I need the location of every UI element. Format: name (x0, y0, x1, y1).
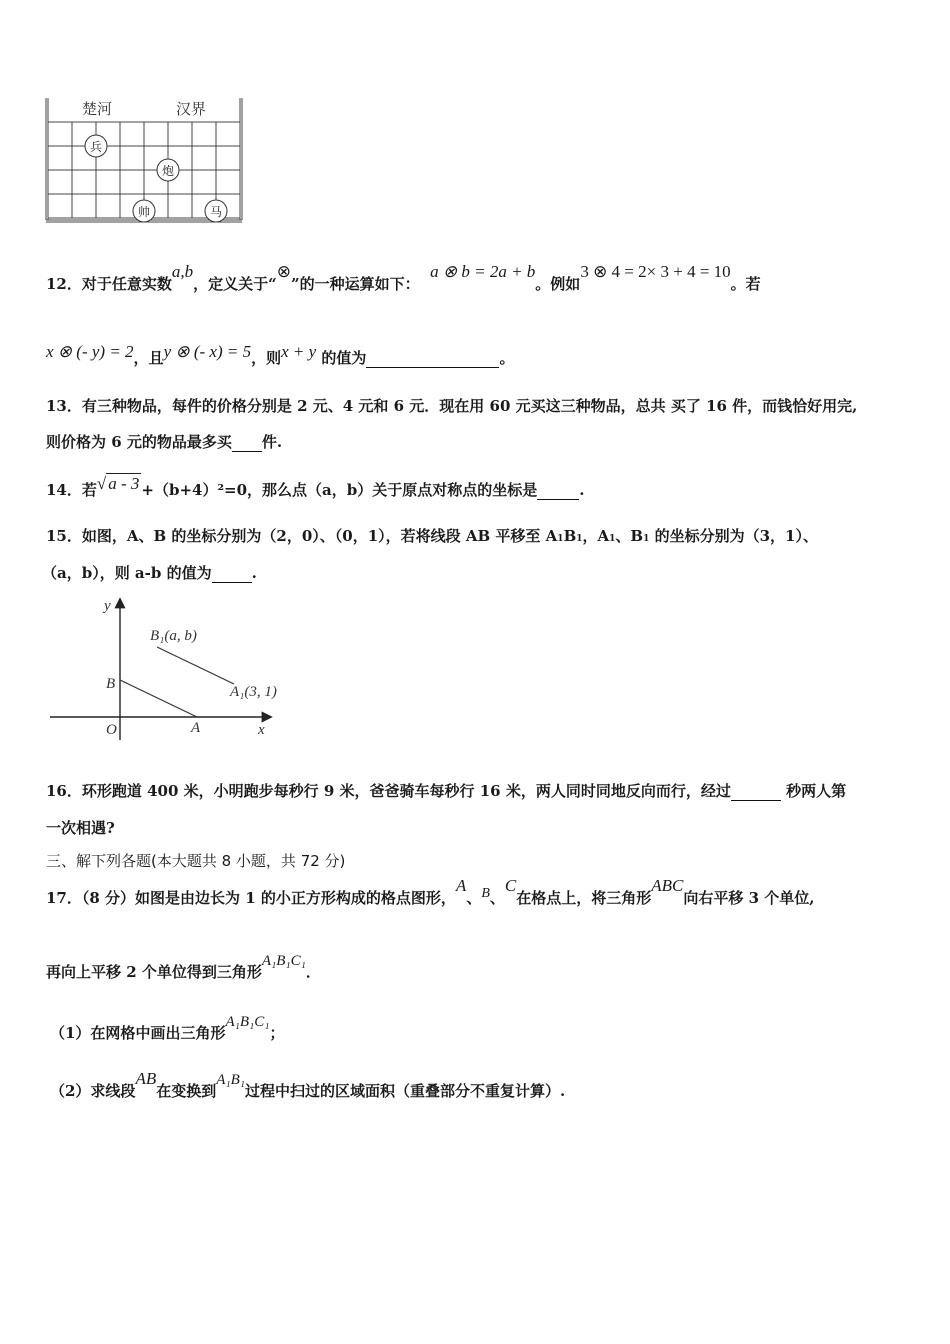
q14-a: 14．若 (46, 481, 97, 499)
q15-line1c: ，A (582, 527, 610, 545)
question-13-line1 (46, 396, 857, 416)
question-13-line2 (46, 432, 282, 452)
question-17-part1 (50, 1014, 285, 1044)
q17-B: B (481, 886, 490, 901)
segment-ab (120, 680, 197, 717)
q15-sub-c: 1 (609, 534, 616, 544)
q17-A1B1C1: A₁B₁C₁ (261, 953, 306, 969)
q17-a: 17．（8 分）如图是由边长为 1 的小正方形构成的格点图形， (46, 889, 456, 907)
q12-num: 12．对于任意实数 (46, 275, 172, 293)
question-12-line1 (46, 262, 761, 294)
q17-p2b: 在变换到 (156, 1082, 217, 1100)
q15-line1e: 的坐标分别为（3，1）、 (649, 527, 818, 545)
graph-a1-label: A₁(3, 1) (230, 684, 277, 700)
question-15-line1 (46, 526, 818, 549)
graph-b-label: B (106, 676, 116, 692)
q15-line1d: 、B (615, 527, 644, 545)
section-3-title: 三、解下列各题(本大题共 8 小题，共 72 分) (46, 852, 346, 870)
chess-label-chuhe: 楚河 (82, 100, 113, 118)
segment-a1b1 (157, 647, 234, 684)
q17-p2a: （2）求线段 (50, 1082, 136, 1100)
graph-x-label: x (258, 722, 265, 738)
question-17-line2 (46, 953, 321, 983)
graph-y-label: y (104, 598, 111, 614)
q15-sub-a: 1 (557, 534, 564, 544)
q12-eq2: y ⊗ (- x) = 5 (163, 342, 252, 361)
question-17-part2 (50, 1069, 566, 1102)
q13-line2b: 件. (261, 433, 283, 451)
q12-t8: 。 (499, 349, 515, 367)
coordinate-graph-figure (44, 594, 294, 744)
q12-sym: ⊗ (276, 262, 292, 281)
q14-answer-blank[interactable] (537, 483, 579, 500)
q15-sub-d: 1 (643, 534, 650, 544)
question-12-line2 (46, 342, 515, 368)
q13-answer-blank[interactable] (232, 435, 262, 452)
q15-line1a: 15．如图，A、B 的坐标分别为（2，0）、（0，1），若将线段 AB 平移至 A (46, 527, 558, 545)
q12-ab: a,b (171, 262, 194, 281)
question-15-line2 (42, 563, 257, 583)
graph-origin-label: O (106, 722, 117, 738)
q17-AB: AB (135, 1069, 157, 1088)
q17-ABC: ABC (651, 876, 684, 895)
q12-eq1: x ⊗ (- y) = 2 (46, 342, 134, 361)
question-16-line2 (46, 818, 115, 838)
q17-p1-A1B1C1: A₁B₁C₁ (225, 1014, 270, 1030)
q14-c: . (579, 481, 585, 499)
q17-c: 向右平移 3 个单位, (683, 889, 815, 907)
q14-radicand: a - 3 (108, 474, 140, 493)
q17-A1B1: A₁B₁ (216, 1072, 246, 1088)
piece-bing: 兵 (89, 140, 103, 154)
q15-answer-blank[interactable] (212, 566, 252, 583)
piece-pao: 炮 (161, 164, 175, 178)
q15-sub-b: 1 (576, 534, 583, 544)
piece-ma: 马 (209, 205, 223, 219)
q16-line1a: 16．环形跑道 400 米，小明跑步每秒行 9 米，爸爸骑车每秒行 16 米，两人同时同地反向而行，经过 (46, 782, 731, 800)
graph-a-label: A (191, 720, 201, 736)
q17-b: 在格点上，将三角形 (516, 889, 652, 907)
section-3-heading (46, 851, 345, 871)
q17-sep1: 、 (466, 889, 482, 907)
q12-example: 3 ⊗ 4 = 2× 3 + 4 = 10 (580, 262, 731, 281)
q14-b: +（b+4）²=0，那么点（a，b）关于原点对称点的坐标是 (141, 481, 538, 499)
q13-line1: 13．有三种物品，每件的价格分别是 2 元、4 元和 6 元．现在用 60 元买这三种物品，总共 买了 16 件，而钱恰好用完, (46, 397, 858, 415)
question-14 (46, 474, 585, 500)
q17-line2: 再向上平移 2 个单位得到三角形 (46, 963, 262, 981)
q17-p1end: ； (269, 1024, 285, 1042)
q17-dot: ． (305, 963, 321, 981)
q16-line2: 一次相遇? (46, 819, 115, 837)
q15-line2b: . (251, 564, 257, 582)
question-16-line1 (46, 781, 846, 801)
q17-p2c: 过程中扫过的区域面积（重叠部分不重复计算）. (245, 1082, 566, 1100)
q17-C: C (504, 876, 517, 895)
q12-t2: ”的一种运算如下： (291, 275, 420, 293)
question-17-line1 (46, 876, 815, 910)
q15-line1b: B (563, 527, 577, 545)
q16-answer-blank[interactable] (731, 784, 781, 801)
coordinate-graph-svg (44, 594, 294, 744)
q15-line2a: （a，b），则 a-b 的值为 (42, 564, 212, 582)
q12-t1: ，定义关于“ (193, 275, 277, 293)
q12-t7: 的值为 (321, 349, 367, 367)
piece-shuai: 帅 (137, 205, 151, 219)
chess-board-svg (40, 96, 250, 226)
q12-t4: 。若 (730, 275, 761, 293)
q17-p1: （1）在网格中画出三角形 (50, 1024, 226, 1042)
q14-sqrt-sign: √ (96, 474, 107, 493)
q16-line1b: 秒两人第 (786, 782, 847, 800)
chess-label-hanjie: 汉界 (176, 100, 207, 118)
q12-xy: x + y (281, 342, 317, 361)
q13-line2a: 则价格为 6 元的物品最多买 (46, 433, 232, 451)
q12-t3: 。例如 (535, 275, 581, 293)
q12-answer-blank[interactable] (366, 351, 499, 368)
q12-rule: a ⊗ b = 2a + b (430, 262, 536, 281)
q17-sep2: 、 (489, 889, 505, 907)
q12-t5: ，且 (133, 349, 164, 367)
chess-board-figure (40, 96, 250, 226)
q12-t6: ，则 (251, 349, 282, 367)
graph-b1-label: B₁(a, b) (150, 628, 197, 644)
q17-A: A (455, 876, 467, 895)
